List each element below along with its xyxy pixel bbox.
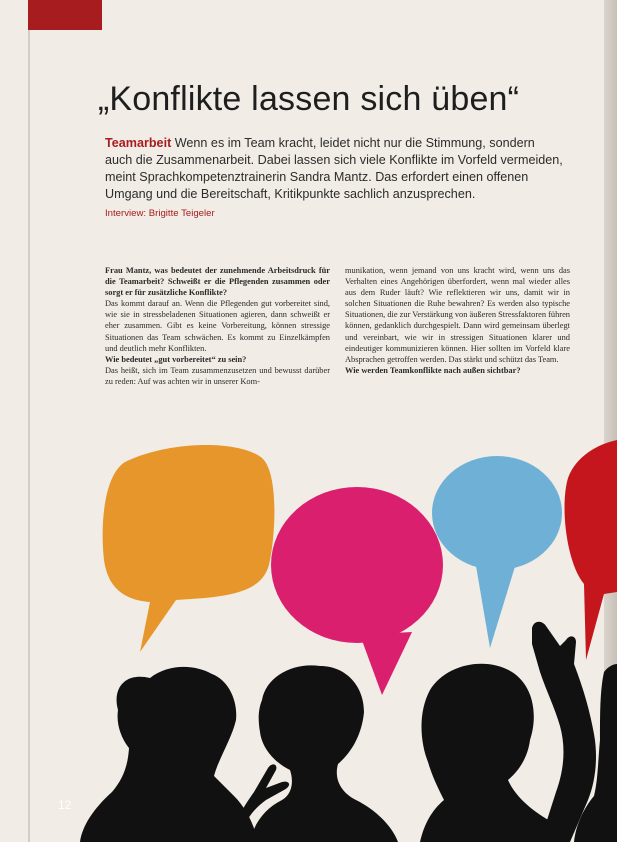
body-column-left — [105, 265, 330, 387]
silhouette-woman — [80, 667, 258, 842]
page-number: 12 — [58, 798, 72, 812]
speech-bubble-red — [565, 440, 617, 660]
speech-bubble-blue — [432, 456, 562, 570]
speech-bubble-orange — [103, 445, 275, 652]
interview-question: Wie bedeutet „gut vorbereitet“ zu sein? — [105, 354, 247, 364]
speech-bubble-magenta-tail — [360, 632, 412, 695]
lead-text: Wenn es im Team kracht, leidet nicht nur die Stimmung, sondern auch die Zusammenarbeit. Dabei lassen sich viele Konflikte im Vorfeld vermeiden, meint Sprachkompetenztrainerin Sandra Mantz. Das erfordert einen offenen Umgang und die Bereitschaft, Kritikpunkte sachlich anzusprechen. — [105, 136, 563, 201]
people-silhouettes — [80, 622, 617, 842]
interview-question: Frau Mantz, was bedeutet der zunehmende Arbeitsdruck für die Teamarbeit? Schweißt er die Pflegenden zusammen oder sorgt er für zusätzliche Konflikte? — [105, 266, 330, 298]
article-headline: „Konflikte lassen sich üben“ — [97, 80, 520, 118]
speech-bubble-magenta — [271, 487, 443, 643]
interview-answer: munikation, wenn jemand von uns kracht wird, wenn uns das Verhalten eines Angehörigen überfordert, wenn mal wieder alles aus dem Ruder läuft? Wie reflektieren wir uns, damit wir in solchen Situationen die Ruhe bewahren? Es werden also typische Situationen, die zur Verstärkung von äußeren Stressfaktoren führen können, gedanklich durchgespielt. Dann wird gemeinsam überlegt und vereinbart, wie wir in stressigen Situationen klarer und eindeutiger kommunizieren können. Hier sollten im Vorfeld klare Absprachen getroffen werden. Das stärkt und schützt das Team. — [345, 266, 570, 364]
interview-answer: Das kommt darauf an. Wenn die Pflegenden gut vorbereitet sind, wie sie in stressbeladenen Situationen agieren, dann schweißt er eher zusammen. Gibt es keine Vorbereitung, können stressige Situationen das Team schwächen. Es kommt zu Einzelkämpfen und deutlich mehr Konflikten. — [105, 299, 330, 353]
body-column-right — [345, 265, 570, 376]
interview-question: Wie werden Teamkonflikte nach außen sichtbar? — [345, 365, 521, 375]
speech-bubble-blue-tail — [475, 560, 517, 648]
speech-bubbles-illustration — [0, 410, 617, 842]
article-lead — [105, 135, 563, 203]
article-byline: Interview: Brigitte Teigeler — [105, 208, 215, 219]
silhouette-man-curly — [250, 665, 398, 842]
section-marker — [28, 0, 102, 30]
lead-kicker: Teamarbeit — [105, 136, 172, 150]
interview-answer: Das heißt, sich im Team zusammenzusetzen und bewusst darüber zu reden: Auf was achten wir in unserer Kom- — [105, 365, 330, 386]
